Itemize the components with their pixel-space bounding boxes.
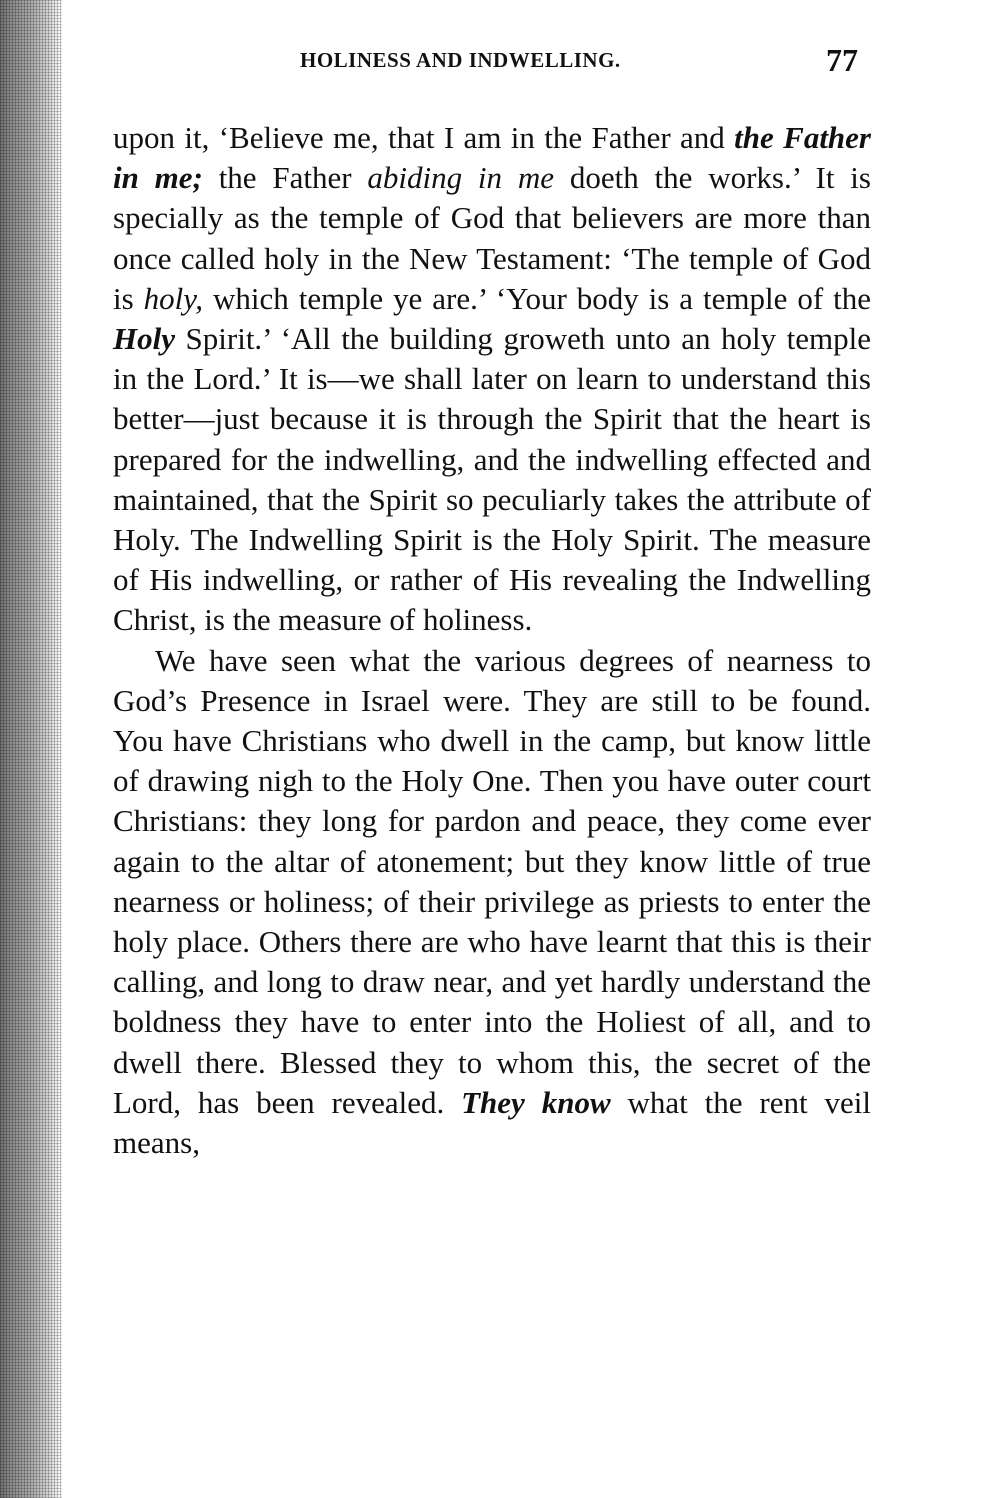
text-segment-italic: holy,	[143, 280, 204, 316]
text-segment-emphasis: the Father in me;	[113, 120, 871, 196]
text-segment: which temple ye are.’ ‘Your body is a temple of the	[203, 280, 871, 316]
body-text	[113, 118, 871, 1163]
text-segment: doeth the works.’ It is specially as the temple of God that believers are more than once called holy in the New Testament: ‘The temple of God is	[113, 160, 871, 316]
text-segment-italic: abiding in me	[367, 160, 555, 196]
text-segment: the Father	[202, 160, 368, 196]
text-segment: what the rent veil means,	[113, 1084, 871, 1161]
text-segment: We have seen what the various degrees of nearness to God’s Presence in Israel were. They are still to be found. You have Christians who dwell in the camp, but know little of drawing nigh to the Holy One. Then you have outer court Christians: they long for pardon and peace, they come ever again to the altar of atonement; but they know little of true nearness or holiness; of their privilege as priests to enter the holy place. Others there are who have learnt that this is their calling, and long to draw near, and yet hardly understand the boldness they have to enter into the Holiest of all, and to dwell there. Blessed they to whom this, the secret of the Lord, has been revealed.	[113, 642, 871, 1120]
page-number: 77	[826, 42, 858, 78]
paragraph-2	[113, 641, 871, 1164]
text-segment-emphasis: They know	[461, 1084, 611, 1120]
running-head: HOLINESS AND INDWELLING.	[300, 48, 621, 72]
text-segment: Spirit.’ ‘All the building groweth unto an holy temple in the Lord.’ It is—we shall later on learn to understand this better—just because it is through the Spirit that the heart is prepared for the indwelling, and the indwelling effected and maintained, that the Spirit so peculiarly takes the attribute of Holy. The Indwelling Spirit is the Holy Spirit. The measure of His indwelling, or rather of His revealing the Indwelling Christ, is the measure of holiness.	[113, 321, 871, 638]
scan-gutter-shadow	[0, 0, 62, 1498]
text-segment: upon it, ‘Believe me, that I am in the Father and	[113, 120, 735, 155]
text-segment-emphasis: Holy	[113, 321, 175, 357]
paragraph-1	[113, 118, 871, 641]
